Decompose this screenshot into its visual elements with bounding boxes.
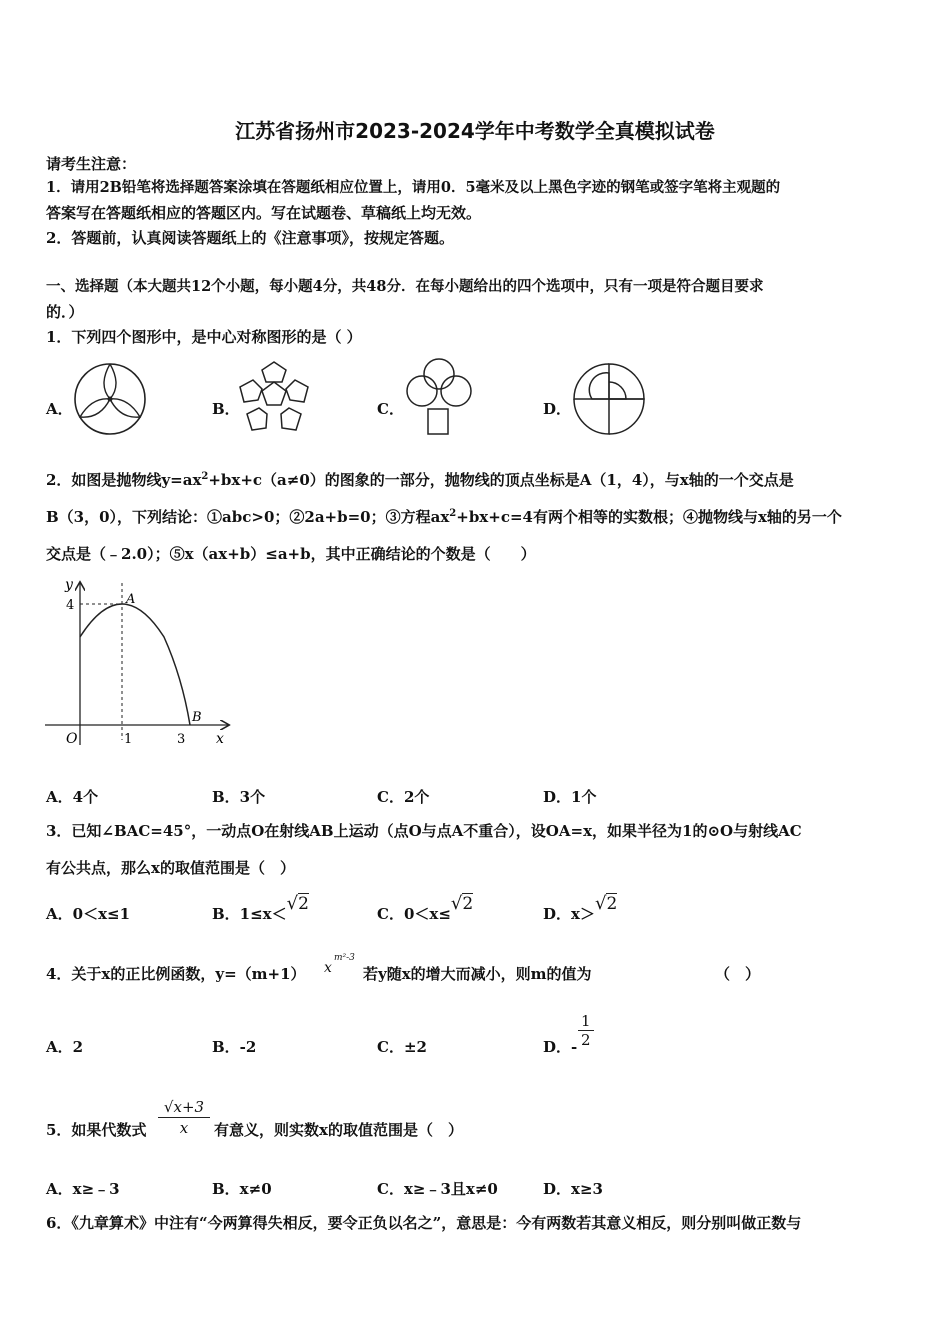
q3-option-b-root-val: 2	[298, 894, 309, 914]
q2-option-b: B．3个	[212, 788, 266, 806]
q5-stem-pre: 5．如果代数式	[46, 1121, 147, 1139]
q1-figure-a-circle-icon	[72, 361, 148, 437]
q2-stem-2-sup: 2	[449, 508, 457, 519]
q4-option-c: C．±2	[377, 1038, 427, 1056]
q2-origin-label: O	[66, 731, 78, 747]
q5-option-c: C．x≥﹣3且x≠0	[377, 1180, 498, 1198]
q4-option-d-label: D．-	[543, 1038, 578, 1056]
q2-stem-1-sup: 2	[201, 471, 209, 482]
q3-option-c-root-sign: √	[450, 893, 463, 914]
q3-option-d	[543, 893, 618, 923]
q2-tick-x-3: 3	[177, 732, 186, 747]
q2-option-d: D．1个	[543, 788, 597, 806]
notice-heading: 请考生注意：	[46, 155, 137, 173]
q3-option-c	[377, 893, 474, 923]
q3-stem-line-1: 3．已知∠BAC=45°，一动点O在射线AB上运动（点O与点A不重合），设OA=x，如果半径为1的⊙O与射线AC	[46, 822, 802, 840]
q3-option-b-text: B．1≤x＜	[212, 905, 287, 923]
q4-option-b: B．-2	[212, 1038, 257, 1056]
q2-parabola-curve	[80, 604, 190, 725]
q5-option-d: D．x≥3	[543, 1180, 603, 1198]
q1-figure-b-pentagons-icon	[234, 360, 314, 438]
q4-power-base: x	[324, 960, 332, 976]
q3-option-d-root-val: 2	[606, 894, 618, 914]
q3-stem-line-2: 有公共点，那么x的取值范围是（ ）	[46, 859, 295, 877]
q5-fraction-denominator: x	[179, 1119, 189, 1137]
q2-stem-line-2	[46, 508, 842, 526]
page-title: 江苏省扬州市2023-2024学年中考数学全真模拟试卷	[235, 119, 715, 143]
q1-option-d-label: D．	[543, 400, 572, 418]
q6-stem-line-1: 6．《九章算术》中注有“今两算得失相反，要令正负以名之”，意思是：今有两数若其意义相反，则分别叫做正数与	[46, 1214, 802, 1232]
q5-stem-post: 有意义，则实数x的取值范围是（ ）	[214, 1121, 463, 1139]
q2-stem-2-pre: B（3，0），下列结论：①abc>0；②2a+b=0；③方程ax	[46, 508, 450, 526]
q1-option-a-label: A．	[46, 400, 73, 418]
q3-option-b	[212, 893, 309, 923]
q4-stem-post: 若y随x的增大而减小，则m的值为	[363, 965, 592, 983]
q3-option-a: A．0＜x≤1	[46, 905, 131, 923]
q4-option-d-denominator: 2	[581, 1031, 591, 1049]
q2-stem-line-1	[46, 471, 794, 489]
q1-option-c-label: C．	[377, 400, 404, 418]
q2-option-c: C．2个	[377, 788, 430, 806]
q2-stem-1-pre: 2．如图是抛物线y=ax	[46, 471, 202, 489]
section-heading: 一、选择题（本大题共12个小题，每小题4分，共48分．在每小题给出的四个选项中，只有一项是符合题目要求	[46, 278, 764, 295]
q1-figure-d-pinwheel-icon	[570, 361, 648, 437]
notice-line-2: 2．答题前，认真阅读答题纸上的《注意事项》，按规定答题。	[46, 229, 454, 247]
q4-option-d-fraction	[578, 1012, 594, 1049]
q5-fraction-numerator: √x+3	[158, 1098, 210, 1118]
q2-point-a-label: A	[126, 592, 136, 607]
q2-option-a: A．4个	[46, 788, 99, 806]
section-heading-cont: 的．）	[46, 303, 84, 321]
q1-figure-c-rings-icon	[402, 357, 476, 437]
q1-option-b-label: B．	[212, 400, 240, 418]
q2-x-label: x	[216, 731, 224, 747]
q4-option-a: A．2	[46, 1038, 84, 1056]
q4-option-d-numerator: 1	[578, 1012, 594, 1031]
q2-tick-y-4: 4	[66, 598, 75, 613]
q2-stem-1-post: +bx+c（a≠0）的图象的一部分，抛物线的顶点坐标是A（1，4），与x轴的一个交点是	[208, 471, 794, 489]
q3-option-b-root-sign: √	[286, 893, 299, 914]
notice-line-1b: 答案写在答题纸相应的答题区内。写在试题卷、草稿纸上均无效。	[46, 204, 482, 222]
q2-parabola-graph	[40, 575, 240, 760]
q3-option-c-text: C．0＜x≤	[377, 905, 451, 923]
q5-option-a: A．x≥﹣3	[46, 1180, 120, 1198]
q2-stem-2-post: +bx+c=4有两个相等的实数根；④抛物线与x轴的另一个	[456, 508, 842, 526]
q5-option-b: B．x≠0	[212, 1180, 272, 1198]
q3-option-c-root-val: 2	[462, 894, 474, 914]
q3-option-d-text: D．x＞	[543, 905, 595, 923]
q2-point-b-label: B	[192, 710, 202, 725]
q4-answer-paren: （ ）	[715, 965, 761, 983]
q5-fraction	[158, 1098, 210, 1137]
q2-stem-line-3: 交点是（﹣2.0）；⑤x（ax+b）≤a+b，其中正确结论的个数是（ ）	[46, 545, 536, 563]
q1-stem: 1．下列四个图形中，是中心对称图形的是（ ）	[46, 328, 362, 346]
q4-stem-pre: 4．关于x的正比例函数，y=（m+1）	[46, 965, 306, 983]
notice-line-1a: 1．请用2B铅笔将选择题答案涂填在答题纸相应位置上，请用0．5毫米及以上黑色字迹的钢笔或签字笔将主观题的	[46, 179, 781, 196]
q2-tick-x-1: 1	[124, 732, 133, 747]
q4-power-exponent: m²-3	[334, 953, 355, 963]
q2-y-label: y	[65, 577, 73, 593]
q3-option-d-root-sign: √	[594, 893, 607, 914]
